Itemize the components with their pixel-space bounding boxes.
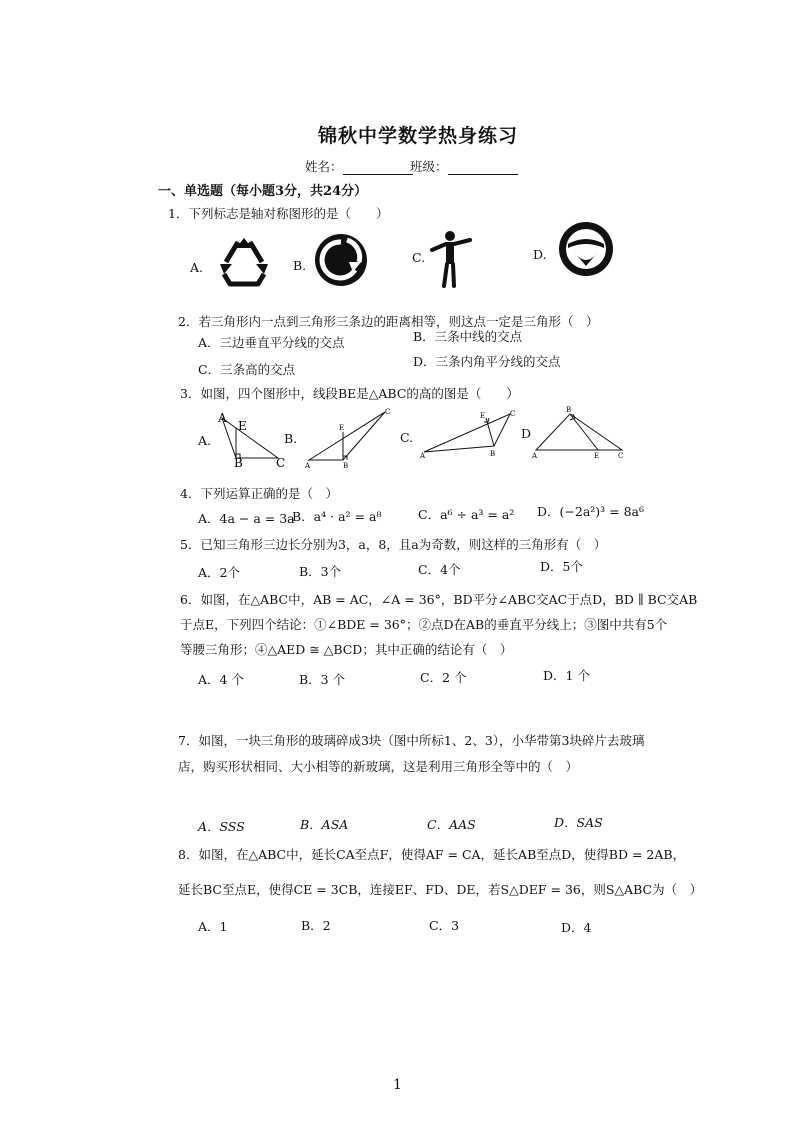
q7-option-d: D．SAS [554,815,603,830]
q3-figure-b [303,408,393,468]
q5-stem: 5．已知三角形三边长分别为3，a，8，且a为奇数，则这样的三角形有（ ） [180,537,607,552]
q1-label-a: A. [190,260,204,275]
q7-line2: 店，购买形状相同、大小相等的新玻璃，这是利用三角形全等中的（ ） [178,759,579,774]
q3b-point-a: A [305,462,311,470]
green-dot-icon [313,232,369,288]
q8-option-b: B．2 [301,918,331,933]
q2-option-b: B．三条中线的交点 [413,329,523,344]
q3-figure-a [216,412,288,468]
q3c-point-a: A [420,452,426,460]
q4-option-b: B．a⁴ · a² = a⁸ [292,509,382,524]
q8-line2: 延长BC至点E，使得CE = 3CB，连接EF、FD、DE，若S△DEF = 36，则S△ABC为（ ） [178,882,703,897]
q3c-point-e: E [480,412,486,420]
q3a-point-e: E [238,419,247,433]
q2-stem: 2．若三角形内一点到三角形三条边的距离相等，则这点一定是三角形（ ） [178,314,599,329]
q3c-point-b: B [490,450,496,458]
q6-option-c: C．2 个 [420,670,467,685]
q5-option-c: C．4个 [418,562,461,577]
q1-label-c: C. [412,250,426,265]
q3-label-b: B. [284,431,298,446]
q7-option-a: A．SSS [198,819,245,834]
q3c-point-c: C [510,410,516,418]
q6-line1: 6．如图，在△ABC中，AB = AC，∠A = 36°，BD平分∠ABC交AC于点D，BD ∥ BC交AB [180,592,698,607]
q7-option-b: B．ASA [300,817,349,832]
q3b-point-b: B [343,462,349,470]
q7-option-c: C．AAS [427,817,476,832]
q6-line2: 于点E，下列四个结论：①∠BDE = 36°；②点D在AB的垂直平分线上；③图中共有5个 [180,617,668,632]
q4-option-d: D．(−2a²)³ = 8a⁶ [537,504,645,519]
q8-option-a: A．1 [198,919,228,934]
q6-option-a: A．4 个 [198,672,244,687]
q3-label-d: D [521,426,532,441]
q5-option-a: A．2个 [198,565,240,580]
recycle-icon [216,234,272,290]
q3d-point-c: C [618,452,624,460]
q1-stem: 1．下列标志是轴对称图形的是（ ） [168,206,389,221]
page-number: 1 [393,1077,402,1093]
class-label: 班级： [410,159,448,174]
q4-stem: 4．下列运算正确的是（ ） [180,486,338,501]
page-title: 锦秋中学数学热身练习 [318,125,519,147]
q1-label-d: D. [533,247,547,262]
q3-label-c: C. [400,430,414,445]
section-heading: 一、单选题（每小题3分，共24分） [158,184,368,199]
q4-option-a: A．4a − a = 3a [198,511,295,526]
q3-figure-d [530,404,630,458]
q3b-point-e: E [339,424,345,432]
class-blank[interactable] [448,174,518,175]
q3d-point-a: A [532,452,538,460]
q6-option-b: B．3 个 [299,672,346,687]
q2-option-c: C．三条高的交点 [198,362,296,377]
q5-option-b: B．3个 [299,564,342,579]
q3-label-a: A. [198,433,212,448]
q3b-point-c: C [385,408,391,416]
q3d-point-e: E [594,452,600,460]
q2-option-d: D．三条内角平分线的交点 [413,354,561,369]
q2-option-a: A．三边垂直平分线的交点 [198,335,345,350]
q1-label-b: B. [293,258,307,273]
q8-line1: 8．如图，在△ABC中，延长CA至点F，使得AF = CA，延长AB至点D，使得BD = 2AB， [178,847,686,862]
name-blank[interactable] [343,174,413,175]
class-field[interactable] [410,157,518,175]
name-label: 姓名： [305,159,343,174]
q5-option-d: D．5个 [540,559,583,574]
q8-option-d: D．4 [561,920,592,935]
q6-option-d: D．1 个 [543,668,590,683]
person-icon [430,230,472,288]
q3a-point-b: B [234,456,243,470]
name-field[interactable] [305,157,413,175]
q3a-point-c: C [276,456,286,470]
q3a-point-a: A [218,411,227,425]
food-safety-icon [557,220,615,278]
q4-option-c: C．a⁶ ÷ a³ = a² [418,507,515,522]
q3d-point-b: B [566,406,572,414]
q3-figure-c [418,408,518,458]
q7-line1: 7．如图，一块三角形的玻璃碎成3块（图中所标1、2、3），小华带第3块碎片去玻璃 [178,733,645,748]
q3-stem: 3．如图，四个图形中，线段BE是△ABC的高的图是（ ） [180,386,519,401]
q6-line3: 等腰三角形；④△AED ≅ △BCD；其中正确的结论有（ ） [180,642,513,657]
q8-option-c: C．3 [429,918,460,933]
